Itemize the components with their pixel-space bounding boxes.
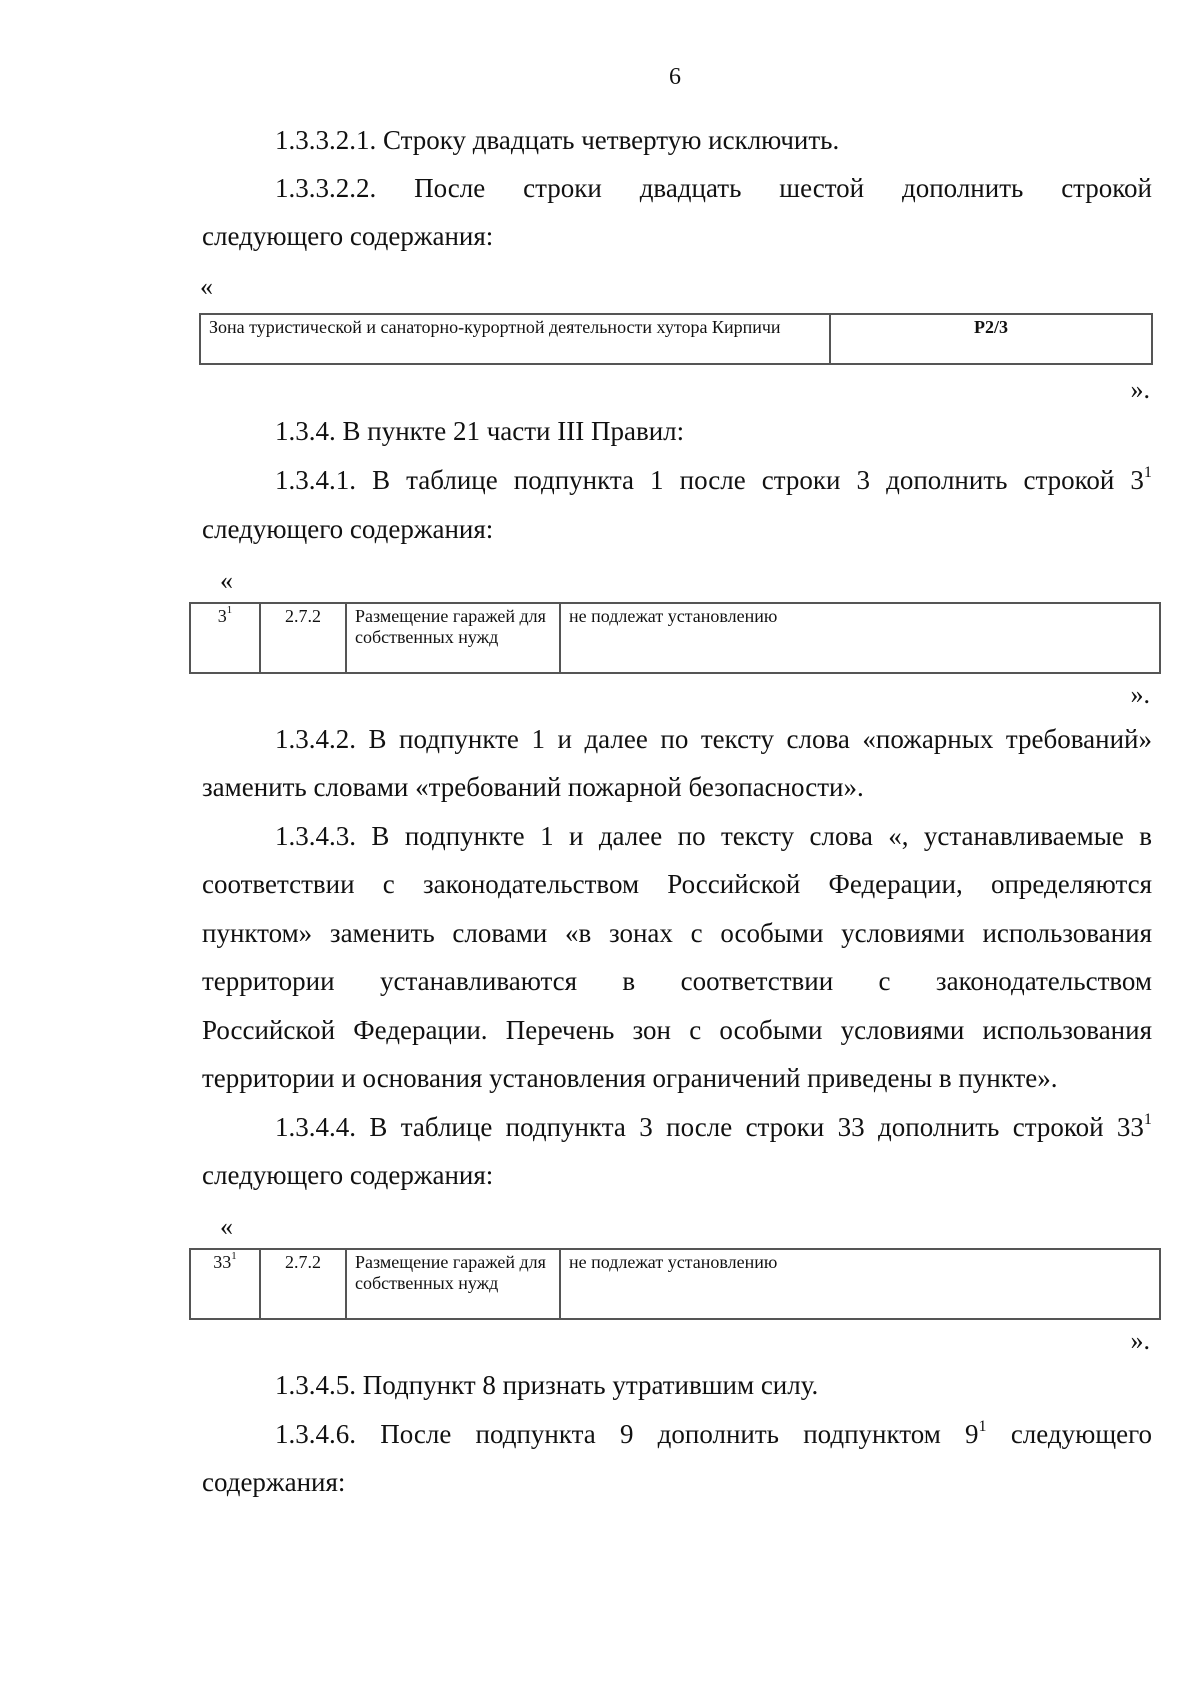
- paragraph-1-3-3-2-2-cont: следующего содержания:: [202, 221, 494, 251]
- paragraph-1-3-4-6: 1.3.4.6. После подпункта 9 дополнить подпунктом $9^1$ следующего: [275, 1416, 1152, 1449]
- quote-open-1: «: [200, 272, 213, 301]
- quote-open-3: «: [220, 1212, 233, 1241]
- paragraph-1-3-4-3-line4: территории устанавливаются в соответствии с законодательством: [202, 966, 1152, 996]
- insert-table-2: [189, 602, 1161, 674]
- row-number-cell: $33^1$: [190, 1249, 260, 1319]
- paragraph-1-3-4: 1.3.4. В пункте 21 части III Правил:: [275, 416, 685, 446]
- paragraph-1-3-4-3-line5: Российской Федерации. Перечень зон с особыми условиями использования: [202, 1015, 1152, 1045]
- value-cell: не подлежат установлению: [560, 1249, 1160, 1319]
- paragraph-1-3-4-3-line3: пунктом» заменить словами «в зонах с особыми условиями использования: [202, 918, 1152, 948]
- paragraph-1-3-4-4-cont: следующего содержания:: [202, 1160, 494, 1190]
- use-name-cell: Размещение гаражей для собственных нужд: [346, 603, 560, 673]
- zone-code-cell: Р2/3: [830, 314, 1152, 364]
- page-number: 6: [669, 64, 681, 90]
- paragraph-1-3-4-3-line6: территории и основания установления ограничений приведены в пункте».: [202, 1063, 1058, 1093]
- use-name-cell: Размещение гаражей для собственных нужд: [346, 1249, 560, 1319]
- paragraph-1-3-3-2-2: 1.3.3.2.2. После строки двадцать шестой дополнить строкой: [275, 173, 1152, 203]
- code-cell: 2.7.2: [260, 603, 346, 673]
- paragraph-1-3-4-5: 1.3.4.5. Подпункт 8 признать утратившим силу.: [275, 1370, 819, 1400]
- quote-close-2: ».: [1130, 680, 1150, 709]
- quote-open-2: «: [220, 566, 233, 595]
- table-row: [200, 314, 1152, 364]
- value-cell: не подлежат установлению: [560, 603, 1160, 673]
- row-number-cell: $3^1$: [190, 603, 260, 673]
- table-row: [190, 603, 1160, 673]
- paragraph-1-3-4-2: 1.3.4.2. В подпункте 1 и далее по тексту слова «пожарных требований»: [275, 724, 1152, 754]
- insert-table-1: [199, 313, 1153, 365]
- paragraph-1-3-4-2-cont: заменить словами «требований пожарной безопасности».: [202, 772, 864, 802]
- paragraph-1-3-4-3-line2: соответствии с законодательством Российской Федерации, определяются: [202, 869, 1152, 899]
- paragraph-1-3-3-2-1: 1.3.3.2.1. Строку двадцать четвертую исключить.: [275, 125, 840, 155]
- code-cell: 2.7.2: [260, 1249, 346, 1319]
- quote-close-3: ».: [1130, 1326, 1150, 1355]
- paragraph-1-3-4-1: 1.3.4.1. В таблице подпункта 1 после строки 3 дополнить строкой $3^1$: [275, 462, 1152, 495]
- table-row: [190, 1249, 1160, 1319]
- insert-table-3: [189, 1248, 1161, 1320]
- paragraph-1-3-4-4: 1.3.4.4. В таблице подпункта 3 после строки 33 дополнить строкой $33^1$: [275, 1109, 1152, 1142]
- quote-close-1: ».: [1130, 375, 1150, 404]
- paragraph-1-3-4-3: 1.3.4.3. В подпункте 1 и далее по тексту слова «, устанавливаемые в: [275, 821, 1152, 851]
- paragraph-1-3-4-1-cont: следующего содержания:: [202, 514, 494, 544]
- paragraph-1-3-4-6-cont: содержания:: [202, 1467, 346, 1497]
- zone-name-cell: Зона туристической и санаторно-курортной деятельности хутора Кирпичи: [200, 314, 830, 364]
